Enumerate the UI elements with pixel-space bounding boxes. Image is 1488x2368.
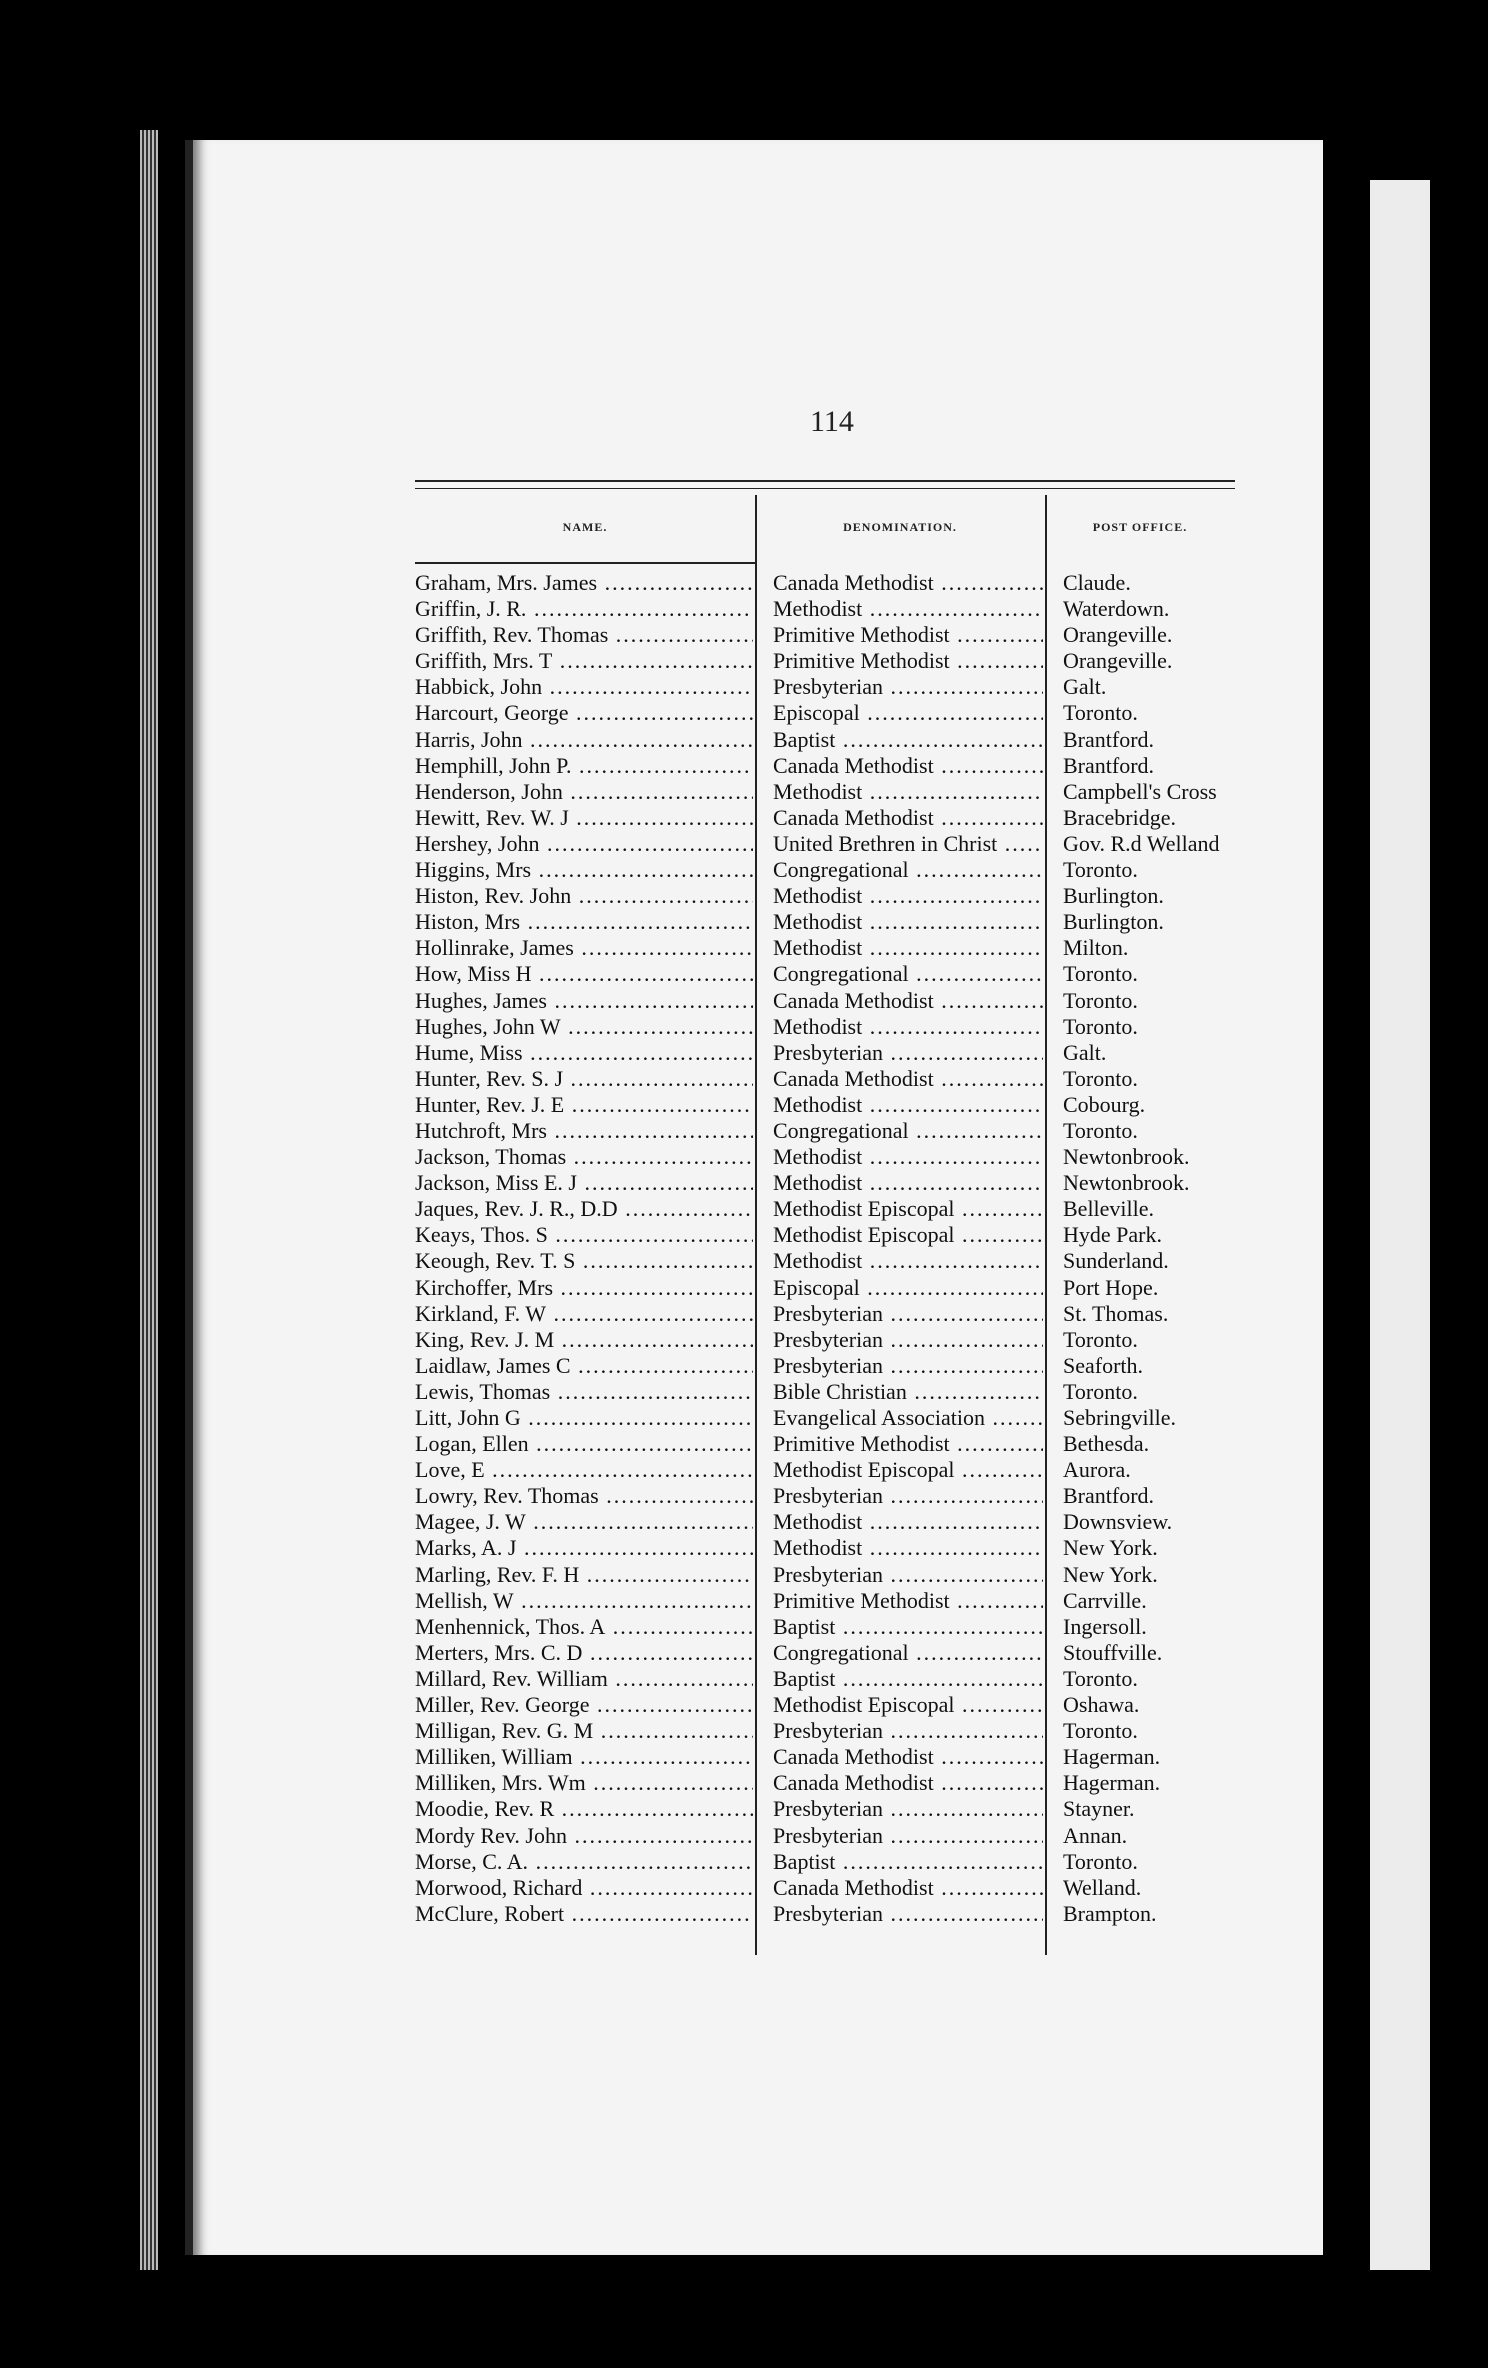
- row-denomination: Presbyterian .....: [773, 1327, 1043, 1353]
- row-denomination: Presbyterian .....: [773, 1796, 1043, 1822]
- row-post-office: Galt.: [1063, 674, 1107, 700]
- row-name: Hughes, James .....: [415, 988, 753, 1014]
- row-post-office: Bracebridge.: [1063, 804, 1176, 830]
- row-post-office: Toronto.: [1063, 987, 1138, 1013]
- table-row: [415, 1666, 1235, 1692]
- book-edge-left: [140, 130, 158, 2270]
- header-denomination: DENOMINATION.: [843, 519, 957, 534]
- table-row: [415, 570, 1235, 596]
- table-row: [415, 1483, 1235, 1509]
- row-post-office: Toronto.: [1063, 857, 1138, 883]
- row-post-office: Galt.: [1063, 1039, 1107, 1065]
- row-post-office: Cobourg.: [1063, 1091, 1146, 1117]
- row-name: Histon, Mrs .....: [415, 909, 753, 935]
- row-name: Kirkland, F. W .....: [415, 1301, 753, 1327]
- table-row: [415, 596, 1235, 622]
- row-denomination: Congregational .....: [773, 961, 1043, 987]
- table-row: [415, 1222, 1235, 1248]
- row-denomination: Canada Methodist .....: [773, 753, 1043, 779]
- row-denomination: Primitive Methodist .....: [773, 648, 1043, 674]
- row-denomination: Canada Methodist .....: [773, 1066, 1043, 1092]
- row-denomination: Methodist .....: [773, 779, 1043, 805]
- row-denomination: Presbyterian .....: [773, 1823, 1043, 1849]
- row-name: Keough, Rev. T. S .....: [415, 1248, 753, 1274]
- table-row: [415, 857, 1235, 883]
- table-row: [415, 1248, 1235, 1274]
- row-post-office: Seaforth.: [1063, 1352, 1144, 1378]
- row-post-office: Brantford.: [1063, 726, 1155, 752]
- row-post-office: Brantford.: [1063, 752, 1155, 778]
- table-row: [415, 1562, 1235, 1588]
- table-row: [415, 1040, 1235, 1066]
- row-denomination: Methodist Episcopal .....: [773, 1692, 1043, 1718]
- row-name: Griffin, J. R. .....: [415, 596, 753, 622]
- table-row: [415, 1353, 1235, 1379]
- row-post-office: Hagerman.: [1063, 1744, 1161, 1770]
- row-name: Milliken, Mrs. Wm .....: [415, 1770, 753, 1796]
- row-name: Milligan, Rev. G. M .....: [415, 1718, 753, 1744]
- row-name: Jaques, Rev. J. R., D.D .....: [415, 1196, 753, 1222]
- row-denomination: Methodist .....: [773, 935, 1043, 961]
- row-post-office: Port Hope.: [1063, 1274, 1159, 1300]
- row-post-office: Toronto.: [1063, 1378, 1138, 1404]
- row-name: Miller, Rev. George .....: [415, 1692, 753, 1718]
- table-row: [415, 1379, 1235, 1405]
- row-name: Lewis, Thomas .....: [415, 1379, 753, 1405]
- row-denomination: Episcopal .....: [773, 700, 1043, 726]
- row-post-office: Carrville.: [1063, 1587, 1147, 1613]
- row-post-office: Stouffville.: [1063, 1639, 1163, 1665]
- row-post-office: Aurora.: [1063, 1457, 1131, 1483]
- row-post-office: Toronto.: [1063, 700, 1138, 726]
- row-post-office: Toronto.: [1063, 1665, 1138, 1691]
- table-row: [415, 753, 1235, 779]
- row-name: Morse, C. A. .....: [415, 1849, 753, 1875]
- table-top-rule: [415, 480, 1235, 489]
- row-denomination: Congregational .....: [773, 1640, 1043, 1666]
- table-row: [415, 674, 1235, 700]
- row-denomination: Presbyterian .....: [773, 1562, 1043, 1588]
- row-denomination: Canada Methodist .....: [773, 1744, 1043, 1770]
- row-name: Mordy Rev. John .....: [415, 1823, 753, 1849]
- table-row: [415, 1118, 1235, 1144]
- table-row: [415, 1170, 1235, 1196]
- table-row: [415, 1431, 1235, 1457]
- row-denomination: Congregational .....: [773, 857, 1043, 883]
- row-denomination: Canada Methodist .....: [773, 988, 1043, 1014]
- table-row: [415, 1275, 1235, 1301]
- row-post-office: New York.: [1063, 1535, 1158, 1561]
- row-denomination: United Brethren in Christ .....: [773, 831, 1043, 857]
- row-post-office: St. Thomas.: [1063, 1300, 1169, 1326]
- row-post-office: Toronto.: [1063, 1848, 1138, 1874]
- row-name: Hughes, John W .....: [415, 1014, 753, 1040]
- row-post-office: Ingersoll.: [1063, 1613, 1147, 1639]
- row-name: How, Miss H .....: [415, 961, 753, 987]
- table-row: [415, 988, 1235, 1014]
- row-post-office: Toronto.: [1063, 1326, 1138, 1352]
- table-row: [415, 727, 1235, 753]
- table-row: [415, 1405, 1235, 1431]
- row-name: Menhennick, Thos. A .....: [415, 1614, 753, 1640]
- row-name: Morwood, Richard .....: [415, 1875, 753, 1901]
- row-post-office: Waterdown.: [1063, 596, 1170, 622]
- table-row: [415, 1875, 1235, 1901]
- row-denomination: Baptist .....: [773, 1849, 1043, 1875]
- row-denomination: Bible Christian .....: [773, 1379, 1043, 1405]
- row-post-office: Hyde Park.: [1063, 1222, 1162, 1248]
- table-row: [415, 1640, 1235, 1666]
- row-name: Marling, Rev. F. H .....: [415, 1562, 753, 1588]
- row-name: Jackson, Miss E. J .....: [415, 1170, 753, 1196]
- row-name: Hollinrake, James .....: [415, 935, 753, 961]
- row-post-office: Milton.: [1063, 935, 1129, 961]
- row-name: Logan, Ellen .....: [415, 1431, 753, 1457]
- table-row: [415, 1509, 1235, 1535]
- table-row: [415, 1327, 1235, 1353]
- row-denomination: Episcopal .....: [773, 1275, 1043, 1301]
- row-name: Laidlaw, James C .....: [415, 1353, 753, 1379]
- table-row: [415, 1614, 1235, 1640]
- row-denomination: Baptist .....: [773, 1666, 1043, 1692]
- row-denomination: Methodist .....: [773, 883, 1043, 909]
- row-name: Harcourt, George .....: [415, 700, 753, 726]
- table-row: [415, 1196, 1235, 1222]
- row-name: Griffith, Rev. Thomas .....: [415, 622, 753, 648]
- row-denomination: Canada Methodist .....: [773, 1875, 1043, 1901]
- row-denomination: Methodist .....: [773, 909, 1043, 935]
- row-name: Graham, Mrs. James .....: [415, 570, 753, 596]
- row-post-office: Toronto.: [1063, 1117, 1138, 1143]
- row-name: Love, E .....: [415, 1457, 753, 1483]
- row-denomination: Baptist .....: [773, 727, 1043, 753]
- row-post-office: Brantford.: [1063, 1483, 1155, 1509]
- row-name: Milliken, William .....: [415, 1744, 753, 1770]
- row-denomination: Presbyterian .....: [773, 1901, 1043, 1927]
- row-name: McClure, Robert .....: [415, 1901, 753, 1927]
- table-row: [415, 1901, 1235, 1927]
- table-row: [415, 1066, 1235, 1092]
- row-denomination: Methodist .....: [773, 1170, 1043, 1196]
- row-post-office: Orangeville.: [1063, 648, 1173, 674]
- header-name: NAME.: [415, 492, 755, 564]
- row-denomination: Congregational .....: [773, 1118, 1043, 1144]
- row-post-office: Downsview.: [1063, 1509, 1173, 1535]
- book-edge-right: [1370, 180, 1430, 2270]
- row-post-office: Sebringville.: [1063, 1405, 1177, 1430]
- row-denomination: Presbyterian .....: [773, 674, 1043, 700]
- table-row: [415, 1744, 1235, 1770]
- row-post-office: Sunderland.: [1063, 1248, 1169, 1274]
- table-row: [415, 700, 1235, 726]
- row-post-office: Annan.: [1063, 1822, 1128, 1848]
- row-name: Hemphill, John P. .....: [415, 753, 753, 779]
- row-denomination: Evangelical Association .....: [773, 1405, 1043, 1431]
- table-row: [415, 961, 1235, 987]
- table-row: [415, 1770, 1235, 1796]
- table-row: [415, 883, 1235, 909]
- row-name: Hunter, Rev. J. E .....: [415, 1092, 753, 1118]
- row-name: Magee, J. W .....: [415, 1509, 753, 1535]
- row-post-office: Claude.: [1063, 570, 1131, 595]
- row-name: Griffith, Mrs. T .....: [415, 648, 753, 674]
- row-name: Higgins, Mrs .....: [415, 857, 753, 883]
- table-row: [415, 648, 1235, 674]
- row-post-office: Hagerman.: [1063, 1770, 1161, 1796]
- row-post-office: Belleville.: [1063, 1196, 1155, 1222]
- row-denomination: Presbyterian .....: [773, 1718, 1043, 1744]
- row-name: Mellish, W .....: [415, 1588, 753, 1614]
- row-denomination: Methodist .....: [773, 1014, 1043, 1040]
- table-row: [415, 805, 1235, 831]
- row-denomination: Canada Methodist .....: [773, 570, 1043, 596]
- table-row: [415, 1092, 1235, 1118]
- table-row: [415, 1718, 1235, 1744]
- table-row: [415, 909, 1235, 935]
- row-name: Harris, John .....: [415, 727, 753, 753]
- table-row: [415, 1796, 1235, 1822]
- row-name: Henderson, John .....: [415, 779, 753, 805]
- row-post-office: Bethesda.: [1063, 1431, 1150, 1457]
- row-denomination: Methodist Episcopal .....: [773, 1222, 1043, 1248]
- row-denomination: Presbyterian .....: [773, 1353, 1043, 1379]
- row-post-office: Toronto.: [1063, 1065, 1138, 1091]
- row-name: Hewitt, Rev. W. J .....: [415, 805, 753, 831]
- table-row: [415, 1692, 1235, 1718]
- table-row: [415, 1457, 1235, 1483]
- row-denomination: Primitive Methodist .....: [773, 622, 1043, 648]
- row-post-office: Oshawa.: [1063, 1692, 1140, 1718]
- row-post-office: Newtonbrook.: [1063, 1170, 1190, 1196]
- row-name: Lowry, Rev. Thomas .....: [415, 1483, 753, 1509]
- row-name: Jackson, Thomas .....: [415, 1144, 753, 1170]
- row-name: Keays, Thos. S .....: [415, 1222, 753, 1248]
- row-denomination: Baptist .....: [773, 1614, 1043, 1640]
- row-post-office: Burlington.: [1063, 883, 1164, 909]
- table-header: [415, 492, 1235, 562]
- row-denomination: Methodist .....: [773, 596, 1043, 622]
- row-name: Kirchoffer, Mrs .....: [415, 1275, 753, 1301]
- row-denomination: Methodist .....: [773, 1535, 1043, 1561]
- table-row: [415, 1301, 1235, 1327]
- row-denomination: Methodist .....: [773, 1248, 1043, 1274]
- row-post-office: Stayner.: [1063, 1796, 1135, 1822]
- header-post-office: POST OFFICE.: [1092, 519, 1188, 534]
- page-number: 114: [810, 405, 854, 438]
- row-name: Moodie, Rev. R .....: [415, 1796, 753, 1822]
- table-row: [415, 1849, 1235, 1875]
- row-name: Hunter, Rev. S. J .....: [415, 1066, 753, 1092]
- row-denomination: Methodist Episcopal .....: [773, 1457, 1043, 1483]
- row-denomination: Presbyterian .....: [773, 1483, 1043, 1509]
- row-denomination: Methodist .....: [773, 1509, 1043, 1535]
- row-post-office: Toronto.: [1063, 961, 1138, 987]
- row-denomination: Primitive Methodist .....: [773, 1431, 1043, 1457]
- row-denomination: Presbyterian .....: [773, 1040, 1043, 1066]
- row-denomination: Primitive Methodist .....: [773, 1588, 1043, 1614]
- table-row: [415, 1144, 1235, 1170]
- row-post-office: Newtonbrook.: [1063, 1144, 1190, 1170]
- table-row: [415, 1823, 1235, 1849]
- row-name: King, Rev. J. M .....: [415, 1327, 753, 1353]
- row-denomination: Methodist Episcopal .....: [773, 1196, 1043, 1222]
- row-denomination: Canada Methodist .....: [773, 805, 1043, 831]
- row-name: Histon, Rev. John .....: [415, 883, 753, 909]
- row-post-office: Brampton.: [1063, 1900, 1157, 1926]
- row-name: Hutchroft, Mrs .....: [415, 1118, 753, 1144]
- table-row: [415, 1588, 1235, 1614]
- row-name: Marks, A. J .....: [415, 1535, 753, 1561]
- row-post-office: Orangeville.: [1063, 622, 1173, 648]
- table-body: [415, 570, 1235, 1927]
- row-name: Hershey, John .....: [415, 831, 753, 857]
- table-row: [415, 831, 1235, 857]
- row-name: Litt, John G .....: [415, 1405, 753, 1431]
- row-denomination: Methodist .....: [773, 1144, 1043, 1170]
- row-post-office: Campbell's Cross: [1063, 778, 1217, 804]
- table-row: [415, 1014, 1235, 1040]
- row-post-office: New York.: [1063, 1561, 1158, 1587]
- row-denomination: Presbyterian .....: [773, 1301, 1043, 1327]
- table-row: [415, 779, 1235, 805]
- table-row: [415, 935, 1235, 961]
- row-post-office: Burlington.: [1063, 909, 1164, 935]
- row-post-office: Welland.: [1063, 1874, 1142, 1900]
- row-name: Hume, Miss .....: [415, 1040, 753, 1066]
- table-row: [415, 1535, 1235, 1561]
- row-denomination: Canada Methodist .....: [773, 1770, 1043, 1796]
- row-post-office: Toronto.: [1063, 1718, 1138, 1744]
- table-row: [415, 622, 1235, 648]
- row-denomination: Methodist .....: [773, 1092, 1043, 1118]
- row-post-office: Toronto.: [1063, 1013, 1138, 1039]
- row-name: Millard, Rev. William .....: [415, 1666, 753, 1692]
- row-post-office: Gov. R.d Welland: [1063, 830, 1220, 856]
- row-name: Merters, Mrs. C. D .....: [415, 1640, 753, 1666]
- row-name: Habbick, John .....: [415, 674, 753, 700]
